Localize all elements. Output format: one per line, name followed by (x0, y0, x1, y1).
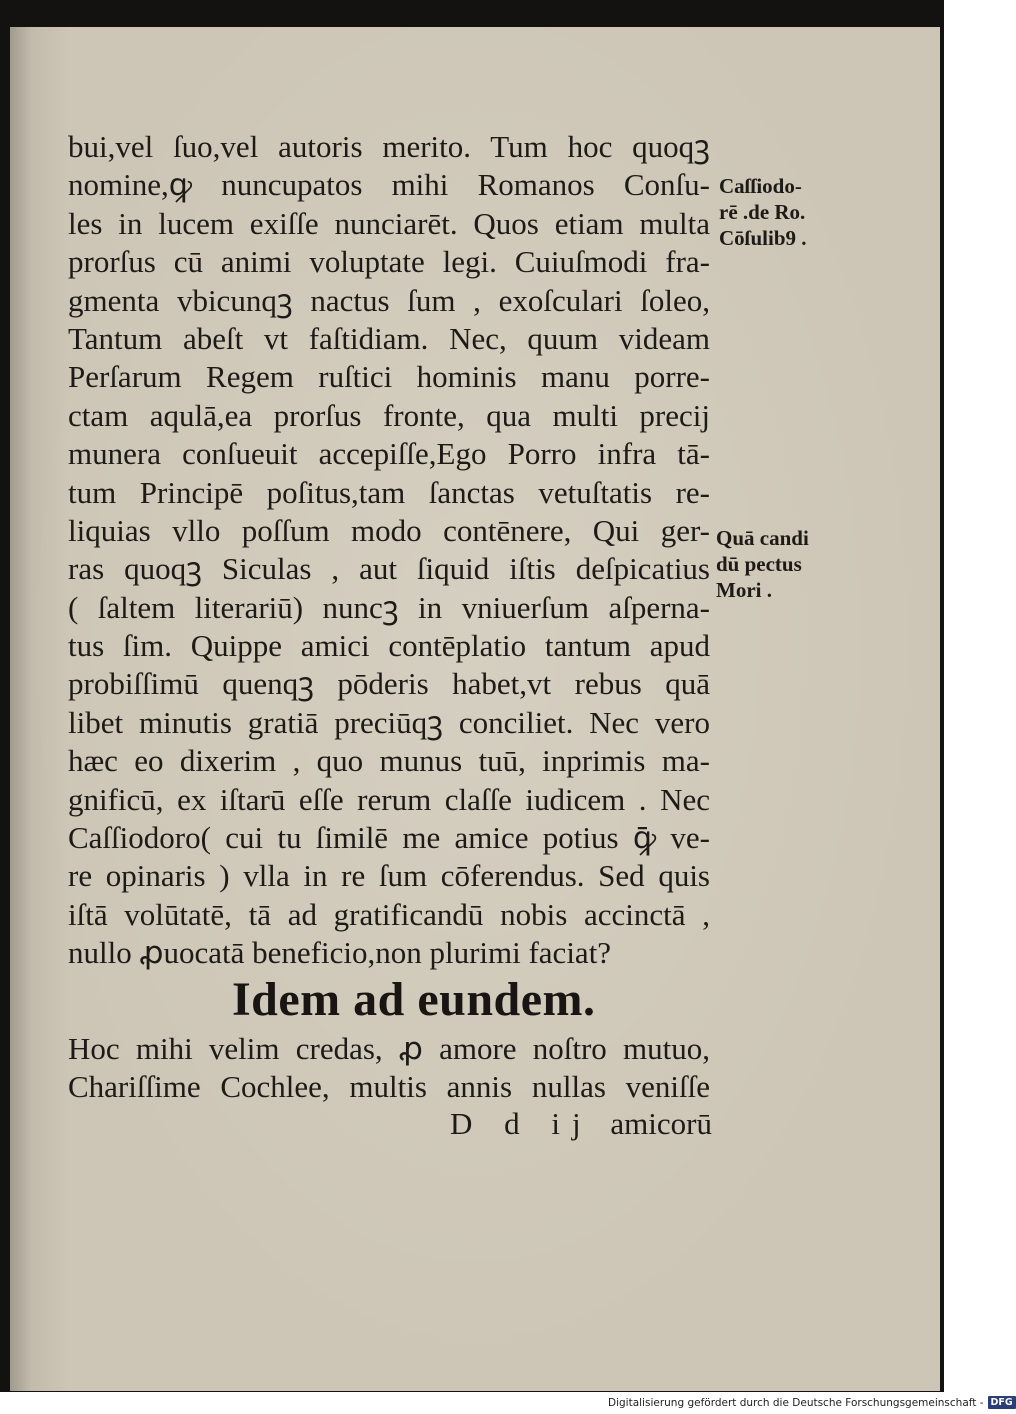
funding-text: Digitalisierung gefördert durch die Deutsche Forschungsgemeinschaft - (608, 1396, 984, 1409)
text-line: libet minutis gratiā preciūqꝫ conciliet. Nec vero (68, 704, 710, 740)
text-line: Perſarum Regem ruſtici hominis manu porre- (68, 359, 710, 395)
text-line: probiſſimū quenqꝫ pōderis habet,vt rebus quā (68, 666, 710, 702)
text-line: ras quoqꝫ Siculas , aut ſiquid iſtis deſpicatius (68, 551, 710, 587)
text-line: nomine,ꝙ nuncupatos mihi Romanos Conſu- (68, 167, 710, 203)
letter-opening (68, 1030, 710, 1107)
text-line: nullo ꝓuocatā beneficio,non plurimi faciat? (68, 935, 612, 971)
text-line: Chariſſime Cochlee, multis annis nullas veniſſe (68, 1069, 710, 1105)
text-line: Caſſiodoro( cui tu ſimilē me amice potius ꝙ̄ ve- (68, 820, 710, 856)
text-line: gnificū, ex iſtarū eſſe rerum claſſe iudicem . Nec (68, 781, 710, 817)
section-heading: Idem ad eundem. (232, 973, 596, 1026)
margin-note-line: Cōſulib9 . (719, 226, 807, 250)
text-line: ( ſaltem literariū) nuncꝫ in vniuerſum aſperna- (68, 589, 710, 625)
text-line: munera conſueuit accepiſſe,Ego Porro infra tā- (68, 436, 710, 472)
margin-note-line: Mori . (716, 578, 772, 602)
text-line: iſtā volūtatē, tā ad gratificandū nobis accinctā , (68, 896, 710, 932)
margin-note-line: Quā candi (716, 526, 809, 550)
margin-note-line: dū pectus (716, 552, 802, 576)
text-line: gmenta vbicunqꝫ nactus ſum , exoſculari ſoleo, (68, 282, 710, 318)
margin-note-line: rē .de Ro. (719, 200, 806, 224)
margin-note (719, 173, 807, 251)
catchword: amicorū (610, 1106, 712, 1141)
text-line: tum Principē poſitus,tam ſanctas vetuſtatis re- (68, 474, 710, 510)
text-line: ctam aqulā,ea prorſus fronte, qua multi precij (68, 397, 710, 433)
text-line: bui,vel ſuo,vel autoris merito. Tum hoc quoqꝫ (68, 129, 710, 164)
text-line: tus ſim. Quippe amici contēplatio tantum apud (68, 628, 710, 664)
text-line: Hoc mihi velim credas, ꝓ amore noſtro mutuo, (68, 1031, 710, 1066)
viewer-margin (944, 0, 1000, 1392)
text-line: les in lucem exiſſe nunciarēt. Quos etiam multa (68, 205, 710, 241)
text-line: prorſus cū animi voluptate legi. Cuiuſmodi fra- (68, 244, 710, 280)
text-line: Tantum abeſt vt faſtidiam. Nec, quum videam (68, 320, 710, 356)
main-text-block (68, 128, 710, 973)
text-line: hæc eo dixerim , quo munus tuū, inprimis ma- (68, 743, 710, 779)
margin-note-line: Caſſiodo- (719, 174, 802, 198)
margin-note (716, 525, 809, 603)
signature-mark: D d ij (450, 1106, 593, 1141)
page-footer-line (450, 1105, 712, 1143)
text-line: liquias vllo poſſum modo contēnere, Qui ger- (68, 512, 710, 548)
text-line: re opinaris ) vlla in re ſum cōferendus. Sed quis (68, 858, 710, 894)
dfg-logo-icon: DFG (988, 1396, 1016, 1409)
funding-footer (608, 1396, 1016, 1409)
